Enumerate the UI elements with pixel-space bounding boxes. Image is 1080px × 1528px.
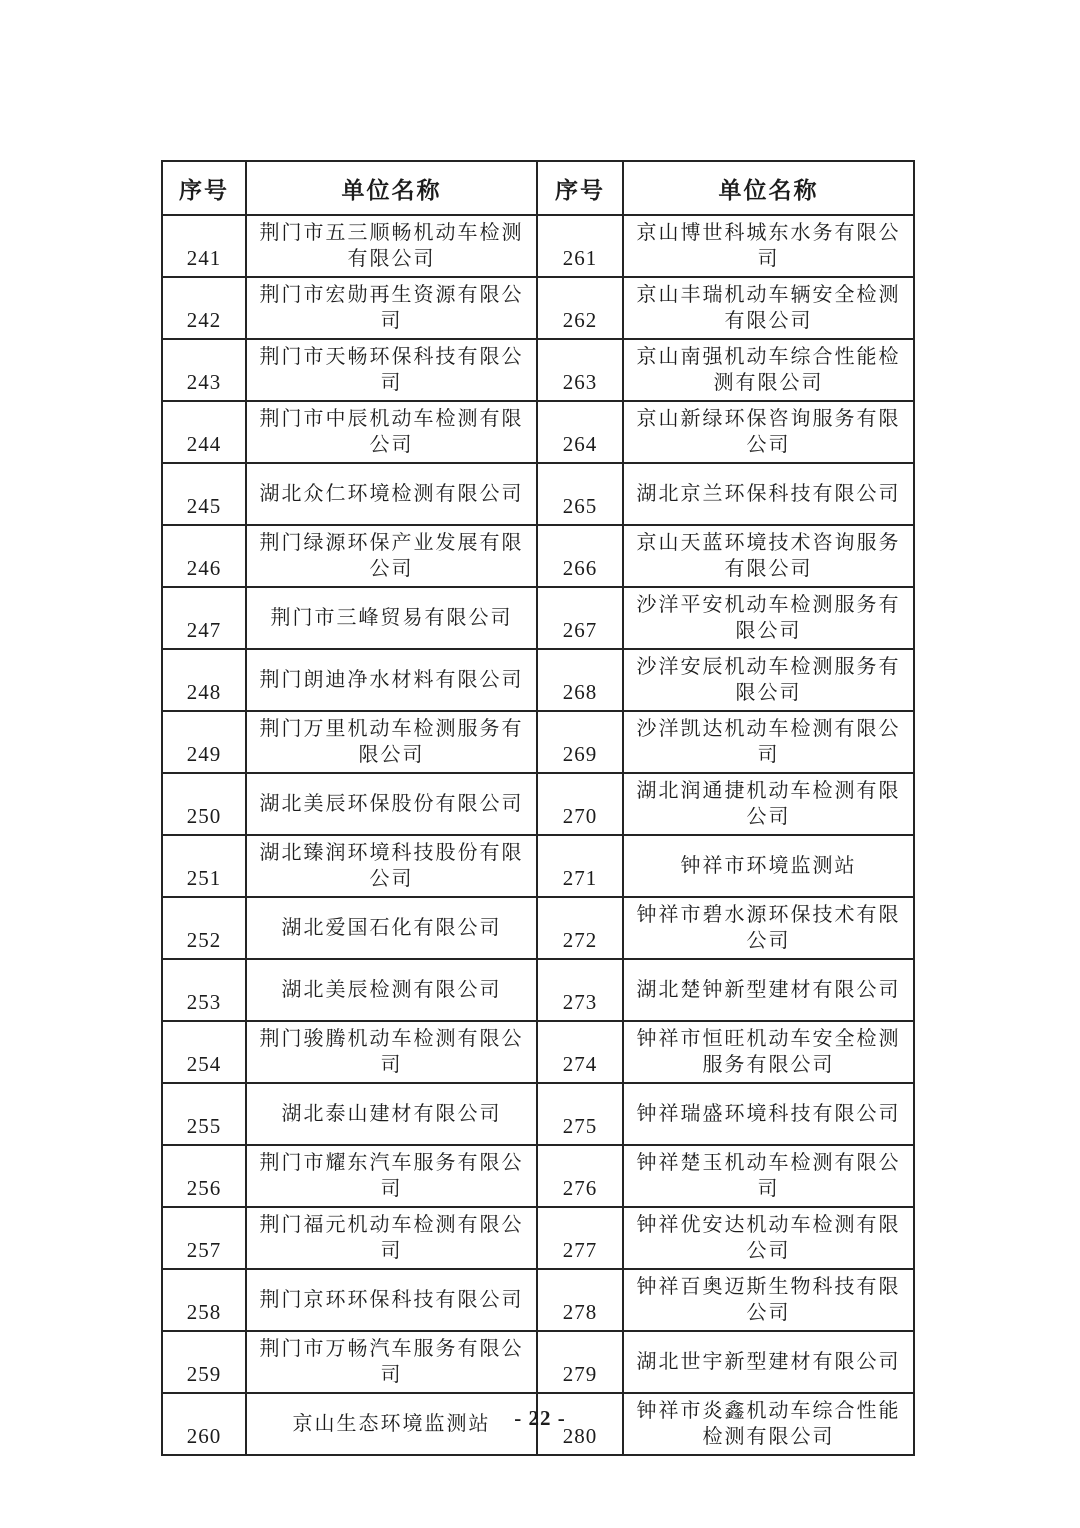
serial-number: 275: [537, 1083, 623, 1145]
serial-number: 268: [537, 649, 623, 711]
unit-name: 京山新绿环保咨询服务有限公司: [623, 401, 914, 463]
unit-name: 湖北楚钟新型建材有限公司: [623, 959, 914, 1021]
unit-name: 湖北众仁环境检测有限公司: [246, 463, 537, 525]
serial-number: 265: [537, 463, 623, 525]
unit-name: 湖北泰山建材有限公司: [246, 1083, 537, 1145]
unit-name: 沙洋平安机动车检测服务有限公司: [623, 587, 914, 649]
table-row: [162, 897, 914, 959]
table-row: [162, 1269, 914, 1331]
unit-name: 钟祥百奥迈斯生物科技有限公司: [623, 1269, 914, 1331]
unit-name: 京山生态环境监测站: [246, 1393, 537, 1455]
serial-number: 241: [162, 215, 246, 277]
serial-number: 279: [537, 1331, 623, 1393]
unit-name: 京山博世科城东水务有限公司: [623, 215, 914, 277]
table-row: [162, 959, 914, 1021]
table-row: [162, 1331, 914, 1393]
unit-name: 荆门市天畅环保科技有限公司: [246, 339, 537, 401]
table-row: [162, 463, 914, 525]
unit-name: 钟祥优安达机动车检测有限公司: [623, 1207, 914, 1269]
serial-number: 278: [537, 1269, 623, 1331]
unit-name: 京山天蓝环境技术咨询服务有限公司: [623, 525, 914, 587]
table-row: [162, 215, 914, 277]
serial-number: 261: [537, 215, 623, 277]
unit-name: 钟祥市恒旺机动车安全检测服务有限公司: [623, 1021, 914, 1083]
unit-name: 京山南强机动车综合性能检测有限公司: [623, 339, 914, 401]
unit-name: 湖北京兰环保科技有限公司: [623, 463, 914, 525]
table-row: [162, 401, 914, 463]
serial-number: 262: [537, 277, 623, 339]
serial-number: 246: [162, 525, 246, 587]
table-row: [162, 773, 914, 835]
serial-number: 270: [537, 773, 623, 835]
serial-number: 276: [537, 1145, 623, 1207]
serial-number: 254: [162, 1021, 246, 1083]
serial-number: 245: [162, 463, 246, 525]
table-row: [162, 587, 914, 649]
unit-name: 荆门朗迪净水材料有限公司: [246, 649, 537, 711]
serial-number: 250: [162, 773, 246, 835]
unit-name: 荆门万里机动车检测服务有限公司: [246, 711, 537, 773]
unit-name: 荆门绿源环保产业发展有限公司: [246, 525, 537, 587]
unit-name: 钟祥瑞盛环境科技有限公司: [623, 1083, 914, 1145]
table-row: [162, 835, 914, 897]
table-row: [162, 1207, 914, 1269]
unit-name: 荆门市中辰机动车检测有限公司: [246, 401, 537, 463]
serial-number: 273: [537, 959, 623, 1021]
unit-name: 湖北美辰环保股份有限公司: [246, 773, 537, 835]
serial-number: 255: [162, 1083, 246, 1145]
table-header-row: [162, 161, 914, 215]
serial-number: 253: [162, 959, 246, 1021]
unit-name: 湖北爱国石化有限公司: [246, 897, 537, 959]
unit-name: 钟祥楚玉机动车检测有限公司: [623, 1145, 914, 1207]
serial-number: 269: [537, 711, 623, 773]
serial-number: 248: [162, 649, 246, 711]
unit-name: 荆门市万畅汽车服务有限公司: [246, 1331, 537, 1393]
unit-name: 荆门市耀东汽车服务有限公司: [246, 1145, 537, 1207]
unit-name: 沙洋凯达机动车检测有限公司: [623, 711, 914, 773]
unit-name: 京山丰瑞机动车辆安全检测有限公司: [623, 277, 914, 339]
table-row: [162, 525, 914, 587]
unit-name: 沙洋安辰机动车检测服务有限公司: [623, 649, 914, 711]
header-unit-name-left: 单位名称: [246, 161, 537, 215]
serial-number: 271: [537, 835, 623, 897]
unit-name: 荆门福元机动车检测有限公司: [246, 1207, 537, 1269]
serial-number: 257: [162, 1207, 246, 1269]
page-number: - 22 -: [514, 1406, 566, 1430]
header-unit-name-right: 单位名称: [623, 161, 914, 215]
serial-number: 272: [537, 897, 623, 959]
unit-name: 荆门市五三顺畅机动车检测有限公司: [246, 215, 537, 277]
serial-number: 251: [162, 835, 246, 897]
serial-number: 277: [537, 1207, 623, 1269]
serial-number: 264: [537, 401, 623, 463]
unit-name: 钟祥市环境监测站: [623, 835, 914, 897]
header-serial-left: 序号: [162, 161, 246, 215]
table-row: [162, 1021, 914, 1083]
header-serial-right: 序号: [537, 161, 623, 215]
table-row: [162, 277, 914, 339]
serial-number: 249: [162, 711, 246, 773]
units-table: [161, 160, 915, 1456]
serial-number: 258: [162, 1269, 246, 1331]
serial-number: 280: [537, 1393, 623, 1455]
table-row: [162, 649, 914, 711]
serial-number: 242: [162, 277, 246, 339]
unit-name: 湖北美辰检测有限公司: [246, 959, 537, 1021]
serial-number: 256: [162, 1145, 246, 1207]
unit-name: 湖北臻润环境科技股份有限公司: [246, 835, 537, 897]
serial-number: 260: [162, 1393, 246, 1455]
unit-name: 荆门市宏勋再生资源有限公司: [246, 277, 537, 339]
serial-number: 266: [537, 525, 623, 587]
table-row: [162, 339, 914, 401]
unit-name: 钟祥市炎鑫机动车综合性能检测有限公司: [623, 1393, 914, 1455]
unit-name: 湖北世宇新型建材有限公司: [623, 1331, 914, 1393]
serial-number: 263: [537, 339, 623, 401]
table-row: [162, 711, 914, 773]
serial-number: 243: [162, 339, 246, 401]
table-row: [162, 1145, 914, 1207]
unit-name: 钟祥市碧水源环保技术有限公司: [623, 897, 914, 959]
serial-number: 274: [537, 1021, 623, 1083]
unit-name: 荆门京环环保科技有限公司: [246, 1269, 537, 1331]
unit-name: 荆门骏腾机动车检测有限公司: [246, 1021, 537, 1083]
unit-name: 湖北润通捷机动车检测有限公司: [623, 773, 914, 835]
unit-name: 荆门市三峰贸易有限公司: [246, 587, 537, 649]
serial-number: 267: [537, 587, 623, 649]
serial-number: 259: [162, 1331, 246, 1393]
table-row: [162, 1083, 914, 1145]
serial-number: 252: [162, 897, 246, 959]
serial-number: 244: [162, 401, 246, 463]
serial-number: 247: [162, 587, 246, 649]
